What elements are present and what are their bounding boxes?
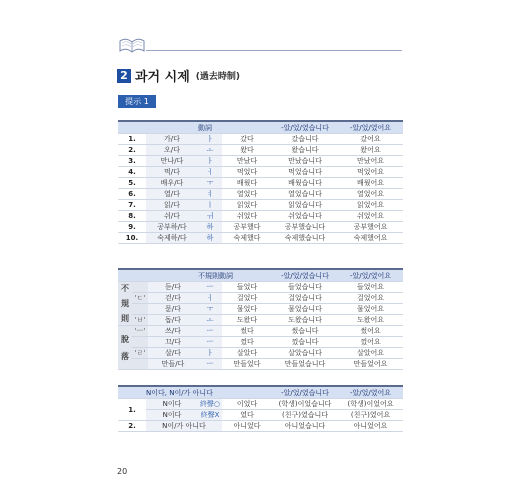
category-label: 'ㄷ' (132, 293, 148, 304)
category-label: 'ㅡ' (132, 326, 148, 337)
irregular-verb-table (118, 268, 403, 370)
formal-form: 도왔습니다 (272, 315, 338, 326)
stem-vowel: ㅡ (198, 326, 222, 337)
stem-vowel: 하 (198, 222, 222, 233)
verb-stem: 먹/다 (146, 167, 198, 178)
header-irregular: 不規則動詞 (198, 269, 272, 282)
informal-form: 열었어요 (338, 189, 403, 200)
irregular-side-label: 不 規 則 (118, 282, 132, 326)
table-header-row (118, 386, 403, 399)
informal-form: 갔어요 (338, 134, 403, 145)
header-formal: -았/었/였습니다 (272, 121, 338, 134)
stem-vowel: ㅡ (198, 337, 222, 348)
informal-form: (학생)이었어요 (338, 399, 403, 410)
informal-form: 먹었어요 (338, 167, 403, 178)
table-row (118, 178, 403, 189)
verb-stem: 열/다 (146, 189, 198, 200)
verb-stem: 숙제하/다 (146, 233, 198, 244)
past-form: 도왔다 (222, 315, 272, 326)
past-form: 들었다 (222, 282, 272, 293)
formal-form: 갔습니다 (272, 134, 338, 145)
table-row (118, 293, 403, 304)
past-form: 껐다 (222, 337, 272, 348)
verb-table (118, 120, 403, 244)
formal-form: (학생)이었습니다 (272, 399, 338, 410)
formal-form: 배웠습니다 (272, 178, 338, 189)
table-row (118, 304, 403, 315)
past-form: 왔다 (222, 145, 272, 156)
verb-stem: N이다 (146, 399, 198, 410)
section-subheading: (過去時制) (195, 72, 240, 82)
row-number: 2. (118, 421, 146, 432)
informal-form: 배웠어요 (338, 178, 403, 189)
informal-form: 아니었어요 (338, 421, 403, 432)
row-number: 1. (118, 134, 146, 145)
verb-stem: 돕/다 (148, 315, 198, 326)
table-row (118, 421, 403, 432)
informal-form: 만들었어요 (338, 359, 403, 370)
past-form: 숙제했다 (222, 233, 272, 244)
row-number: 4. (118, 167, 146, 178)
informal-form: 물었어요 (338, 304, 403, 315)
informal-form: (친구)였어요 (338, 410, 403, 421)
informal-form: 쉬었어요 (338, 211, 403, 222)
formal-form: 껐습니다 (272, 337, 338, 348)
verb-stem: 오/다 (146, 145, 198, 156)
table-row (118, 167, 403, 178)
stem-vowel: ㅏ (198, 134, 222, 145)
row-number: 3. (118, 156, 146, 167)
informal-form: 살았어요 (338, 348, 403, 359)
formal-form: 열었습니다 (272, 189, 338, 200)
informal-form: 읽었어요 (338, 200, 403, 211)
verb-stem: 만들/다 (148, 359, 198, 370)
row-number: 1. (118, 399, 146, 421)
verb-stem: 묻/다 (148, 304, 198, 315)
page-number: 20 (117, 467, 128, 476)
informal-form: 걸었어요 (338, 293, 403, 304)
row-number: 5. (118, 178, 146, 189)
informal-form: 도왔어요 (338, 315, 403, 326)
verb-stem: 살/다 (148, 348, 198, 359)
table-row (118, 359, 403, 370)
verb-stem: 쉬/다 (146, 211, 198, 222)
section-heading: 과거 시제 (135, 70, 190, 85)
category-label: 'ㄹ' (132, 348, 148, 359)
table-row (118, 348, 403, 359)
verb-stem: 끄/다 (148, 337, 198, 348)
table-row (118, 145, 403, 156)
category-label (132, 282, 148, 293)
table-row (118, 222, 403, 233)
past-form: 이었다 (222, 399, 272, 410)
verb-stem: 공부하/다 (146, 222, 198, 233)
section-number: 2 (117, 69, 131, 83)
open-book-icon (118, 33, 146, 55)
stem-vowel: 하 (198, 233, 222, 244)
past-form: 배웠다 (222, 178, 272, 189)
informal-form: 왔어요 (338, 145, 403, 156)
stem-vowel: ㅗ (198, 145, 222, 156)
past-form: 만났다 (222, 156, 272, 167)
informal-form: 만났어요 (338, 156, 403, 167)
section-title (117, 66, 240, 85)
header-informal: -았/었/였어요 (338, 386, 403, 399)
table-row (118, 282, 403, 293)
table-row (118, 189, 403, 200)
row-number: 10. (118, 233, 146, 244)
verb-stem: 읽/다 (146, 200, 198, 211)
informal-form: 썼어요 (338, 326, 403, 337)
informal-form: 껐어요 (338, 337, 403, 348)
past-form: 읽었다 (222, 200, 272, 211)
stem-vowel: ㅏ (198, 348, 222, 359)
past-form: 갔다 (222, 134, 272, 145)
past-form: 쉬었다 (222, 211, 272, 222)
formal-form: 걸었습니다 (272, 293, 338, 304)
table-row (118, 337, 403, 348)
formal-form: 들었습니다 (272, 282, 338, 293)
stem-vowel: ㅏ (198, 156, 222, 167)
informal-form: 들었어요 (338, 282, 403, 293)
category-label: 'ㅂ' (132, 315, 148, 326)
table-row (118, 200, 403, 211)
past-form: 열었다 (222, 189, 272, 200)
row-number: 8. (118, 211, 146, 222)
formal-form: 먹었습니다 (272, 167, 338, 178)
formal-form: 왔습니다 (272, 145, 338, 156)
formal-form: 만났습니다 (272, 156, 338, 167)
stem-vowel: ㅓ (198, 167, 222, 178)
table-row (118, 233, 403, 244)
verb-stem: 가/다 (146, 134, 198, 145)
table-header-row (118, 269, 403, 282)
header-formal: -았/었/였습니다 (272, 386, 338, 399)
past-form: 걸었다 (222, 293, 272, 304)
formal-form: 살았습니다 (272, 348, 338, 359)
category-label (132, 304, 148, 315)
verb-stem: 쓰/다 (148, 326, 198, 337)
formal-form: 아니었습니다 (272, 421, 338, 432)
past-form: 였다 (222, 410, 272, 421)
header-informal: -았/었/였어요 (338, 269, 403, 282)
hint-badge: 提示 1 (118, 95, 156, 108)
stem-vowel: ㅓ (198, 293, 222, 304)
past-form: 먹었다 (222, 167, 272, 178)
past-form: 아니었다 (222, 421, 272, 432)
formal-form: (친구)였습니다 (272, 410, 338, 421)
table-row (118, 156, 403, 167)
elision-side-label: 脫 落 (118, 326, 132, 370)
past-form: 물었다 (222, 304, 272, 315)
stem-vowel: ㅡ (198, 359, 222, 370)
stem-vowel: ㅡ (198, 282, 222, 293)
informal-form: 숙제했어요 (338, 233, 403, 244)
past-form: 썼다 (222, 326, 272, 337)
formal-form: 숙제했습니다 (272, 233, 338, 244)
stem-vowel: ㅜ (198, 304, 222, 315)
formal-form: 쉬었습니다 (272, 211, 338, 222)
table-row (118, 315, 403, 326)
formal-form: 읽었습니다 (272, 200, 338, 211)
category-label (132, 337, 148, 348)
header-verbs: 動詞 (198, 121, 272, 134)
table-row (118, 326, 403, 337)
stem-vowel: ㅟ (198, 211, 222, 222)
table-row (118, 211, 403, 222)
category-label (132, 359, 148, 370)
verb-stem: 배우/다 (146, 178, 198, 189)
verb-stem: N이다 (146, 410, 198, 421)
informal-form: 공부했어요 (338, 222, 403, 233)
row-number: 7. (118, 200, 146, 211)
final-consonant: 終聲○ (199, 400, 221, 408)
header-copula: N이다, N이/가 아니다 (146, 386, 272, 399)
verb-stem: N이/가 아니다 (146, 421, 222, 432)
stem-vowel: ㅗ (198, 315, 222, 326)
formal-form: 썼습니다 (272, 326, 338, 337)
formal-form: 만들었습니다 (272, 359, 338, 370)
table-row (118, 410, 403, 421)
stem-vowel: ㅣ (198, 200, 222, 211)
stem-vowel: ㅕ (198, 189, 222, 200)
table-row (118, 399, 403, 410)
past-form: 만들었다 (222, 359, 272, 370)
header-informal: -았/었/였어요 (338, 121, 403, 134)
past-form: 살았다 (222, 348, 272, 359)
table-row (118, 134, 403, 145)
formal-form: 공부했습니다 (272, 222, 338, 233)
header-formal: -았/었/였습니다 (272, 269, 338, 282)
verb-stem: 걷/다 (148, 293, 198, 304)
past-form: 공부했다 (222, 222, 272, 233)
row-number: 2. (118, 145, 146, 156)
verb-stem: 듣/다 (148, 282, 198, 293)
stem-vowel: ㅜ (198, 178, 222, 189)
copula-table (118, 385, 403, 432)
table-header-row (118, 121, 403, 134)
final-consonant: 終聲X (198, 410, 222, 421)
formal-form: 물었습니다 (272, 304, 338, 315)
row-number: 6. (118, 189, 146, 200)
row-number: 9. (118, 222, 146, 233)
top-rule (146, 50, 402, 51)
verb-stem: 만나/다 (146, 156, 198, 167)
